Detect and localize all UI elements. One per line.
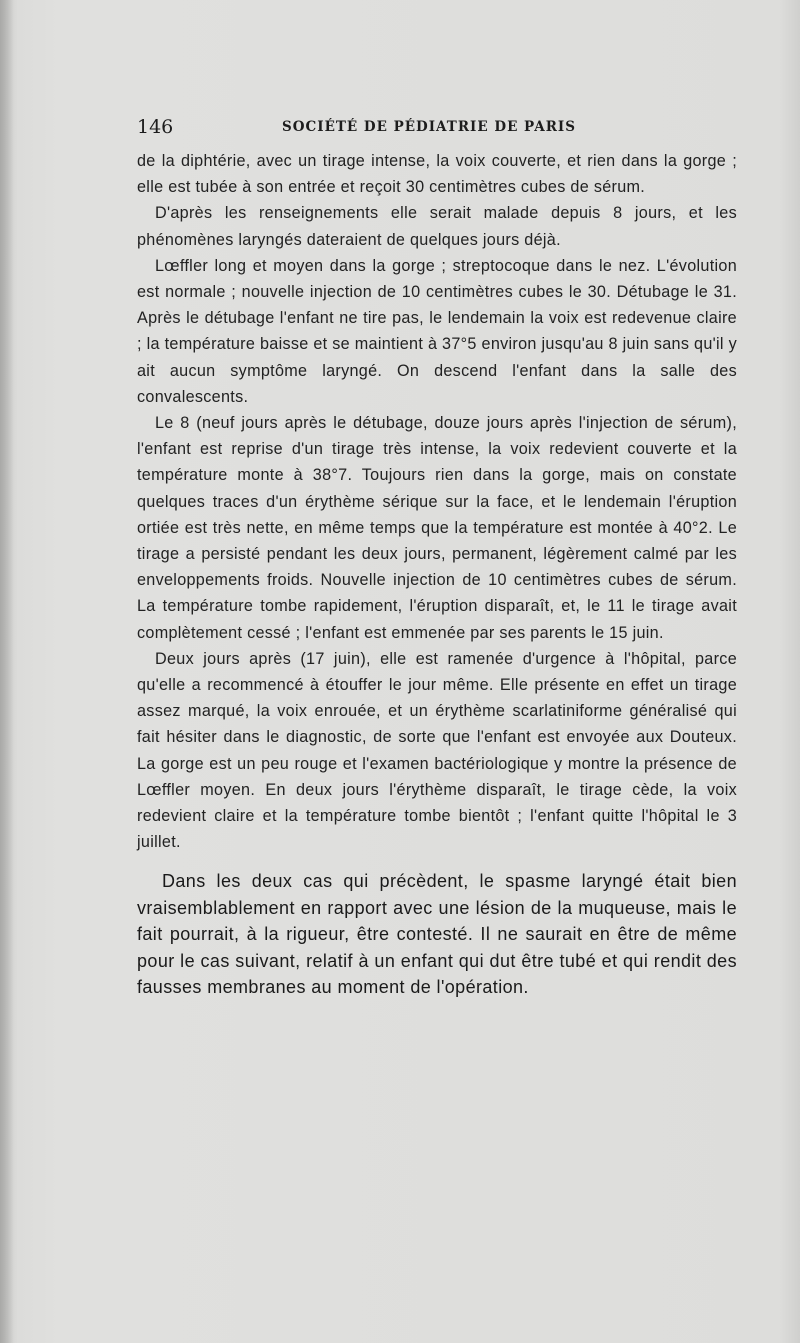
- paragraph-2: D'après les renseignements elle serait malade depuis 8 jours, et les phénomènes laryngés dateraient de quelques jours déjà.: [137, 204, 737, 249]
- paragraph-5: Deux jours après (17 juin), elle est ramenée d'urgence à l'hôpital, parce qu'elle a recommencé à étouffer le jour même. Elle présente en effet un tirage assez marqué, la voix enrouée, et un érythème scarlatiniforme généralisé qui fait hésiter dans le diagnostic, de sorte que l'enfant est envoyée aux Douteux. La gorge est un peu rouge et l'examen bactériologique y montre la présence de Lœffler moyen. En deux jours l'érythème disparaît, le tirage cède, la voix redevient claire et la température tombe bientôt ; l'enfant quitte l'hôpital le 3 juillet.: [137, 649, 737, 852]
- body-text: [137, 148, 737, 1001]
- paragraph-4: Le 8 (neuf jours après le détubage, douze jours après l'injection de sérum), l'enfant est reprise d'un tirage très intense, la voix redevient couverte et la température monte à 38°7. Toujours rien dans la gorge, mais on constate quelques traces d'un érythème sérique sur la face, et le lendemain l'éruption ortiée est très nette, en même temps que la température est montée à 40°2. Le tirage a persisté pendant les deux jours, permanent, légèrement calmé par les enveloppements froids. Nouvelle injection de 10 centimètres cubes de sérum. La température tombe rapidement, l'éruption disparaît, et, le 11 le tirage avait complètement cessé ; l'enfant est emmenée par ses parents le 15 juin.: [137, 414, 737, 642]
- paragraph-1: de la diphtérie, avec un tirage intense, la voix couverte, et rien dans la gorge ; elle est tubée à son entrée et reçoit 30 centimètres cubes de sérum.: [137, 152, 737, 197]
- running-head: SOCIÉTÉ DE PÉDIATRIE DE PARIS: [282, 119, 576, 135]
- page-header: [137, 116, 733, 142]
- paragraph-6: Dans les deux cas qui précèdent, le spasme laryngé était bien vraisemblablement en rapport avec une lésion de la muqueuse, mais le fait pourrait, à la rigueur, être contesté. Il ne saurait en être de même pour le cas suivant, relatif à un enfant qui dut être tubé et qui rendit des fausses membranes au moment de l'opération.: [137, 871, 737, 998]
- paragraph-3: Lœffler long et moyen dans la gorge ; streptocoque dans le nez. L'évolution est normale ; nouvelle injection de 10 centimètres cubes le 30. Détubage le 31. Après le détubage l'enfant ne tire pas, le lendemain la voix est redevenue claire ; la température baisse et se maintient à 37°5 environ jusqu'au 8 juin sans qu'il y ait aucun symptôme laryngé. On descend l'enfant dans la salle des convalescents.: [137, 256, 737, 406]
- page-number: 146: [137, 116, 174, 138]
- binding-gutter-shadow: [0, 0, 14, 1343]
